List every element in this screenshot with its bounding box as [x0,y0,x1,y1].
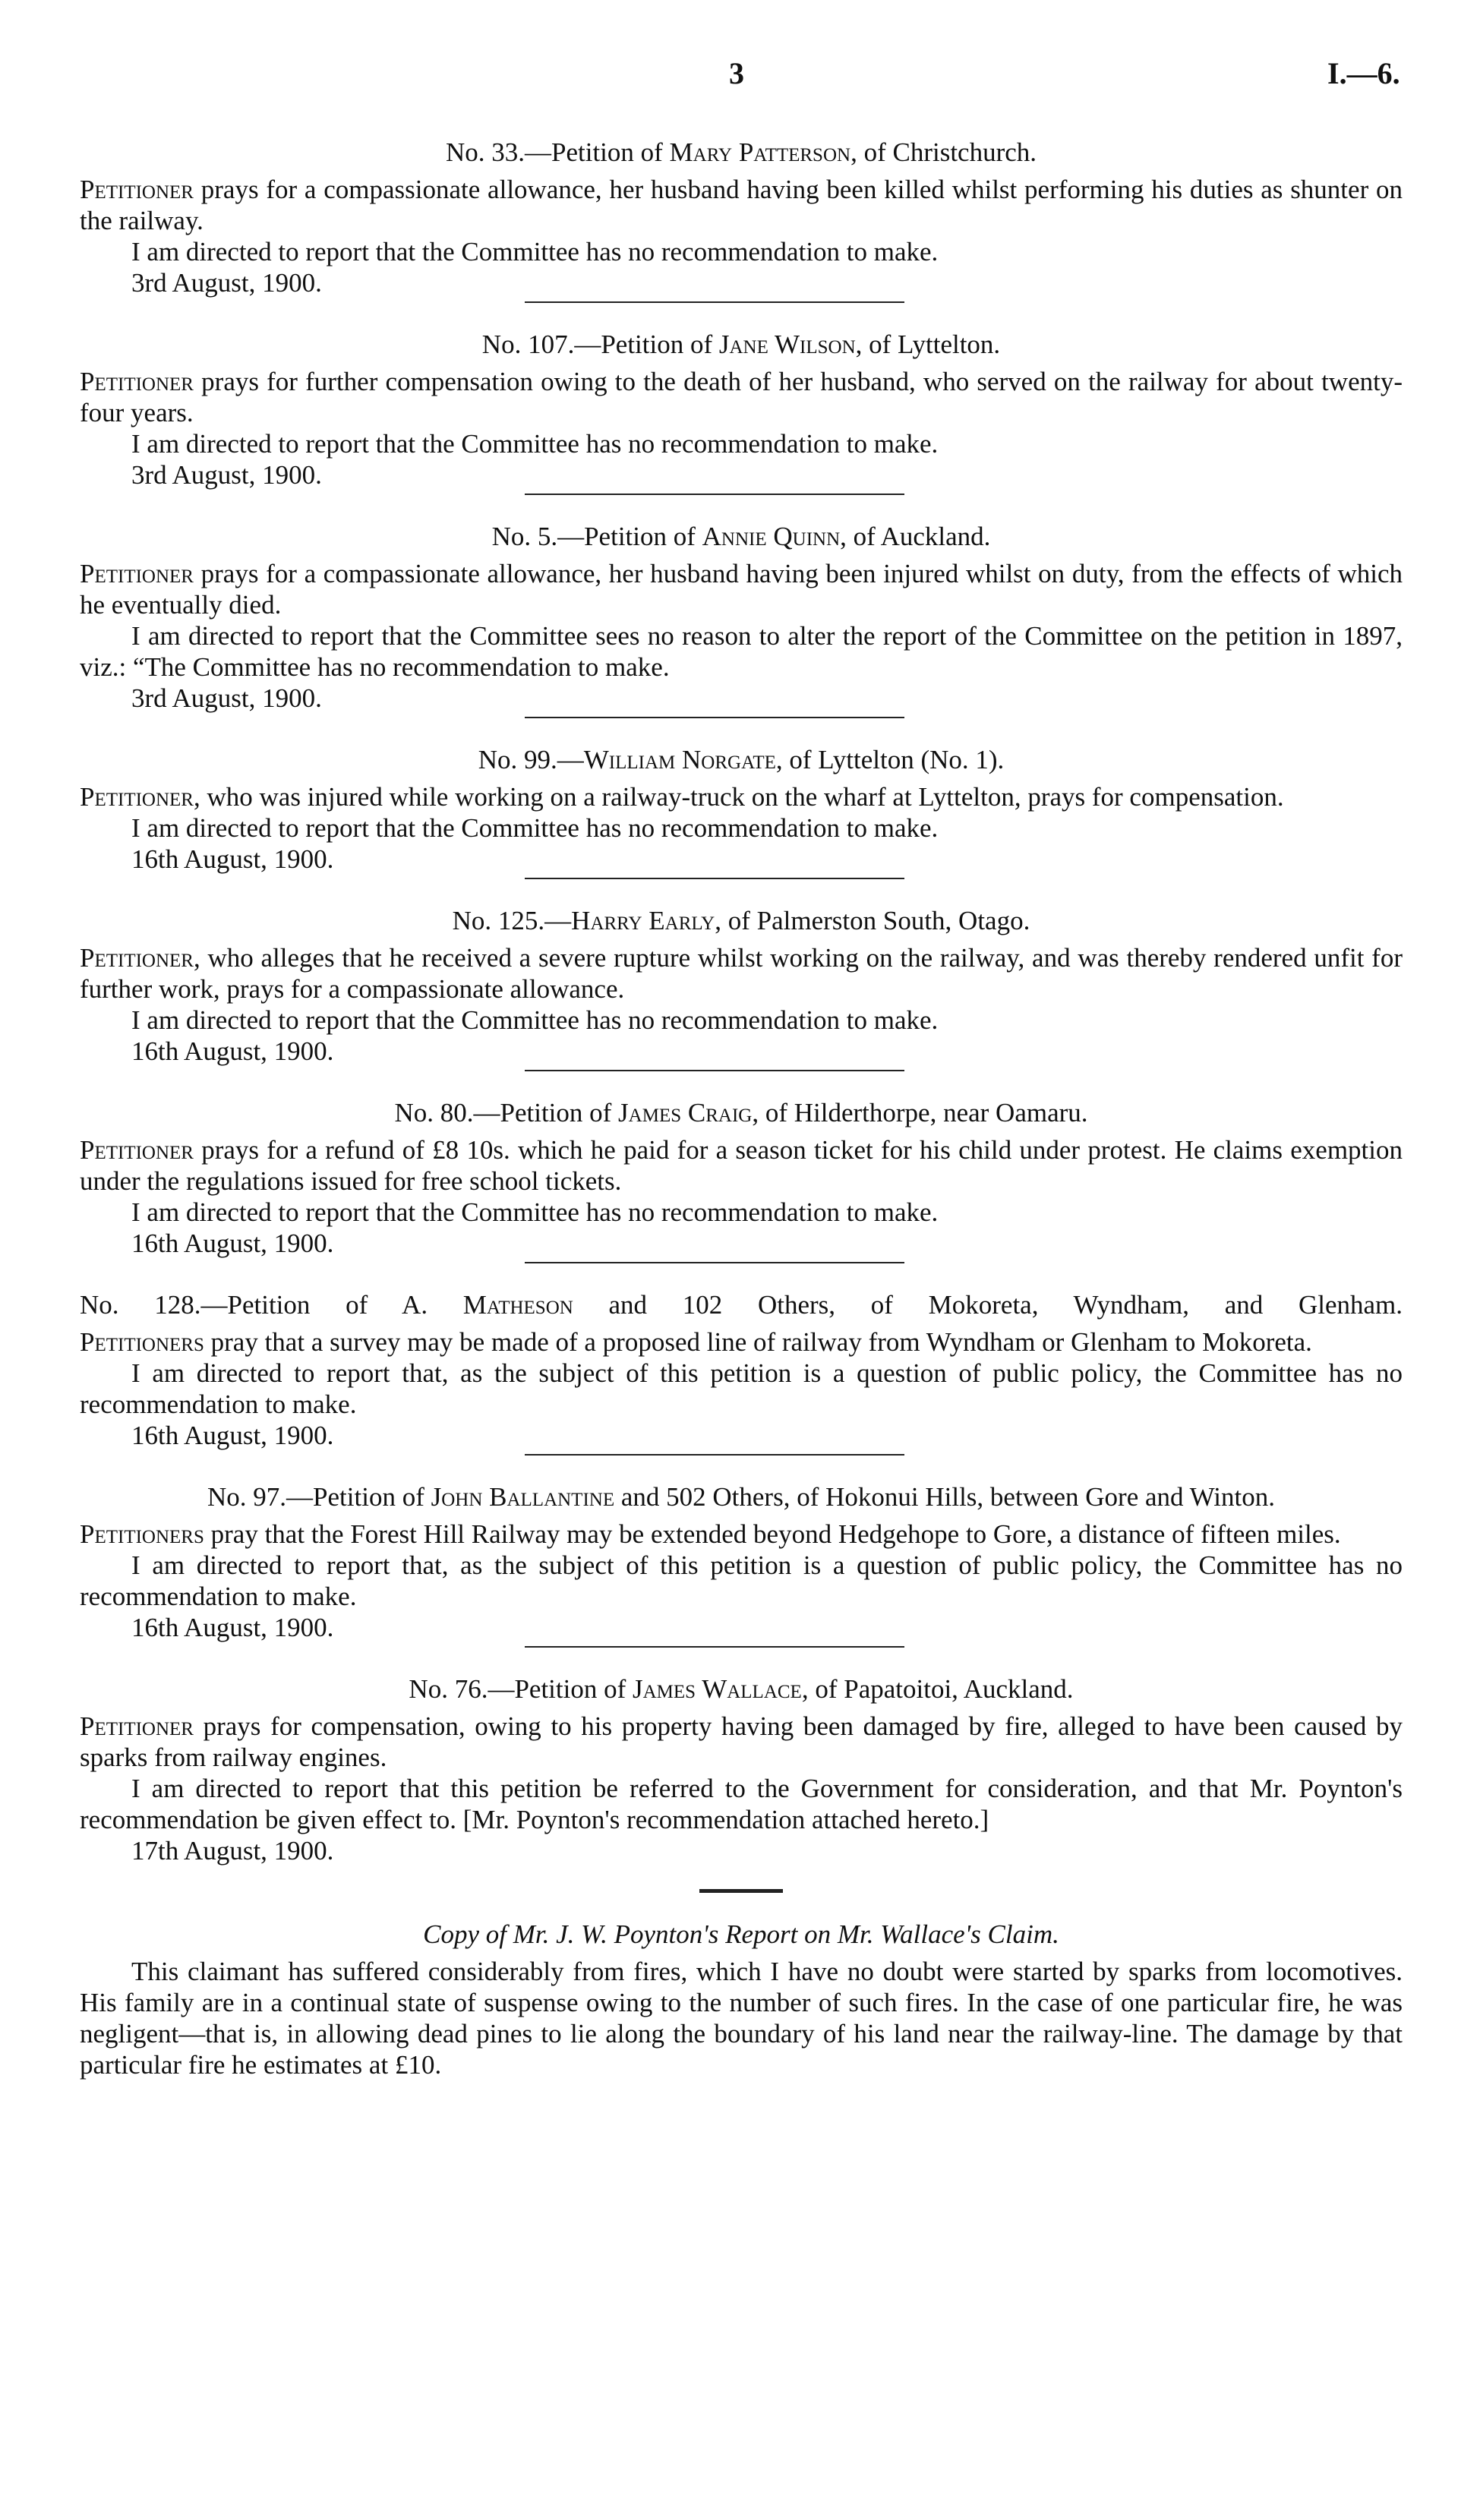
petition-text: pray that the Forest Hill Railway may be extended beyond Hedgehope to Gore, a distance of fifteen miles. [204,1519,1341,1549]
petition-text: pray that a survey may be made of a proposed line of railway from Wyndham or Glenham to Mokoreta. [204,1327,1312,1357]
petitioner-label: Petitioners [80,1327,204,1357]
page-number: 3 [729,56,744,90]
petition-summary [80,1326,1403,1358]
petition-summary [80,781,1403,812]
title-prefix: No. 76.—Petition of [409,1674,633,1704]
petition-text: , who alleges that he received a severe rupture whilst working on the railway, and was thereby rendered unfit for further work, prays for a compassionate allowance. [80,943,1403,1004]
committee-report: I am directed to report that the Committee has no recommendation to make. [131,1197,939,1227]
petitioner-name: James Craig [618,1098,753,1128]
report-date: 16th August, 1900. [131,1228,334,1258]
title-prefix: No. 128.—Petition of A. [80,1290,463,1320]
petition-section [80,1097,1403,1263]
committee-report: I am directed to report that the Committee has no recommendation to make. [131,237,939,267]
petition-section [80,1289,1403,1456]
petitioner-label: Petitioner [80,1135,194,1165]
section-divider [525,301,904,303]
title-prefix: No. 125.— [452,906,572,935]
title-prefix: No. 107.—Petition of [481,330,719,359]
report-date: 16th August, 1900. [131,1036,334,1066]
petition-title [80,1481,1403,1512]
petition-text: prays for a compassionate allowance, her husband having been killed whilst performing his duties as shunter on the railway. [80,175,1403,235]
petitioner-label: Petitioner [80,943,194,973]
title-prefix: No. 5.—Petition of [491,522,702,551]
committee-report: I am directed to report that, as the subject of this petition is a question of public policy, the Committee has no recommendation to make. [80,1550,1403,1611]
petition-summary [80,366,1403,428]
report-date: 16th August, 1900. [131,1613,334,1642]
petition-section [80,1673,1403,1893]
section-divider [525,494,904,495]
petition-text: , who was injured while working on a railway-truck on the wharf at Lyttelton, prays for compensation. [193,782,1284,812]
petition-section [80,329,1403,495]
title-suffix: , of Auckland. [840,522,991,551]
petitioner-name: Matheson [462,1290,573,1320]
petition-title [80,329,1403,360]
title-suffix: , of Lyttelton. [855,330,1001,359]
appendix-title: Copy of Mr. J. W. Poynton's Report on Mr. Wallace's Claim. [423,1919,1059,1949]
section-divider [525,1070,904,1071]
document-body [80,137,1403,2080]
petitioner-label: Petitioner [80,367,194,396]
committee-report: I am directed to report that the Committee has no recommendation to make. [131,429,939,459]
petition-section [80,744,1403,879]
title-prefix: No. 99.— [478,745,584,774]
petition-section [80,521,1403,718]
title-prefix: No. 80.—Petition of [394,1098,619,1128]
petition-title [80,1673,1403,1705]
title-suffix: , of Hilderthorpe, near Oamaru. [752,1098,1088,1128]
petition-summary [80,558,1403,620]
report-date: 17th August, 1900. [131,1836,334,1866]
petition-text: prays for a compassionate allowance, her husband having been injured whilst on duty, from the effects of which he eventually died. [80,559,1403,620]
committee-report: I am directed to report that, as the subject of this petition is a question of public policy, the Committee has no recommendation to make. [80,1358,1403,1419]
petition-summary [80,1711,1403,1773]
petitioner-name: James Wallace [633,1674,802,1704]
petition-summary [80,1134,1403,1197]
petition-text: prays for compensation, owing to his property having been damaged by fire, alleged to have been caused by sparks from railway engines. [80,1711,1403,1772]
petitioner-label: Petitioners [80,1519,204,1549]
petitioner-label: Petitioner [80,559,194,588]
petitioner-name: Jane Wilson [718,330,856,359]
committee-report: I am directed to report that the Committee sees no reason to alter the report of the Committee on the petition in 1897, viz.: “The Committee has no recommendation to make. [80,621,1403,682]
section-divider [525,878,904,879]
committee-report: I am directed to report that the Committee has no recommendation to make. [131,1005,939,1035]
petitioner-label: Petitioner [80,782,194,812]
petitioner-name: Harry Early [571,906,715,935]
section-divider [525,1262,904,1263]
petition-title [80,1289,1403,1320]
petition-text: prays for further compensation owing to the death of her husband, who served on the railway for about twenty-four years. [80,367,1403,427]
petitioner-name: Annie Quinn [702,522,841,551]
appendix-body: This claimant has suffered considerably from fires, which I have no doubt were started by sparks from locomotives. His family are in a continual state of suspense owing to the number of such fires. In the case of one particular fire, he was negligent—that is, in allowing dead pines to lie along the boundary of his land near the railway-line. The damage by that particular fire he estimates at £10. [80,1957,1403,2080]
petition-title [80,137,1403,168]
report-date: 3rd August, 1900. [131,460,322,490]
title-prefix: No. 33.—Petition of [445,137,670,167]
petition-summary [80,1519,1403,1550]
report-date: 16th August, 1900. [131,1421,334,1450]
section-divider [525,1454,904,1456]
title-prefix: No. 97.—Petition of [207,1482,431,1512]
title-suffix: and 502 Others, of Hokonui Hills, between Gore and Winton. [614,1482,1275,1512]
petitioner-label: Petitioner [80,1711,194,1741]
petitioner-label: Petitioner [80,175,194,204]
petition-title [80,521,1403,552]
section-divider [525,1646,904,1648]
section-divider [525,717,904,718]
report-date: 3rd August, 1900. [131,683,322,713]
petition-title [80,744,1403,775]
section-divider [699,1889,783,1893]
title-suffix: and 102 Others, of Mokoreta, Wyndham, and Glenham. [573,1290,1403,1320]
petition-summary [80,942,1403,1005]
report-date: 16th August, 1900. [131,844,334,874]
petition-section [80,137,1403,303]
petitioner-name: Mary Patterson [669,137,851,167]
committee-report: I am directed to report that this petition be referred to the Government for consideration, and that Mr. Poynton's recommendation be given effect to. [Mr. Poynton's recommendation attached hereto.] [80,1774,1403,1834]
petition-text: prays for a refund of £8 10s. which he paid for a season ticket for his child under protest. He claims exemption under the regulations issued for free school tickets. [80,1135,1403,1196]
report-date: 3rd August, 1900. [131,268,322,298]
petition-section [80,1481,1403,1648]
title-suffix: , of Papatoitoi, Auckland. [801,1674,1074,1704]
committee-report: I am directed to report that the Committee has no recommendation to make. [131,813,939,843]
petition-title [80,1097,1403,1128]
petition-section [80,905,1403,1071]
title-suffix: , of Christchurch. [850,137,1037,167]
petition-summary [80,174,1403,236]
page-header [0,58,1480,96]
document-reference: I.—6. [1327,56,1400,90]
title-suffix: , of Palmerston South, Otago. [715,906,1030,935]
title-suffix: , of Lyttelton (No. 1). [775,745,1005,774]
petition-title [80,905,1403,936]
petitioner-name: William Norgate [583,745,776,774]
petitioner-name: John Ballantine [431,1482,615,1512]
